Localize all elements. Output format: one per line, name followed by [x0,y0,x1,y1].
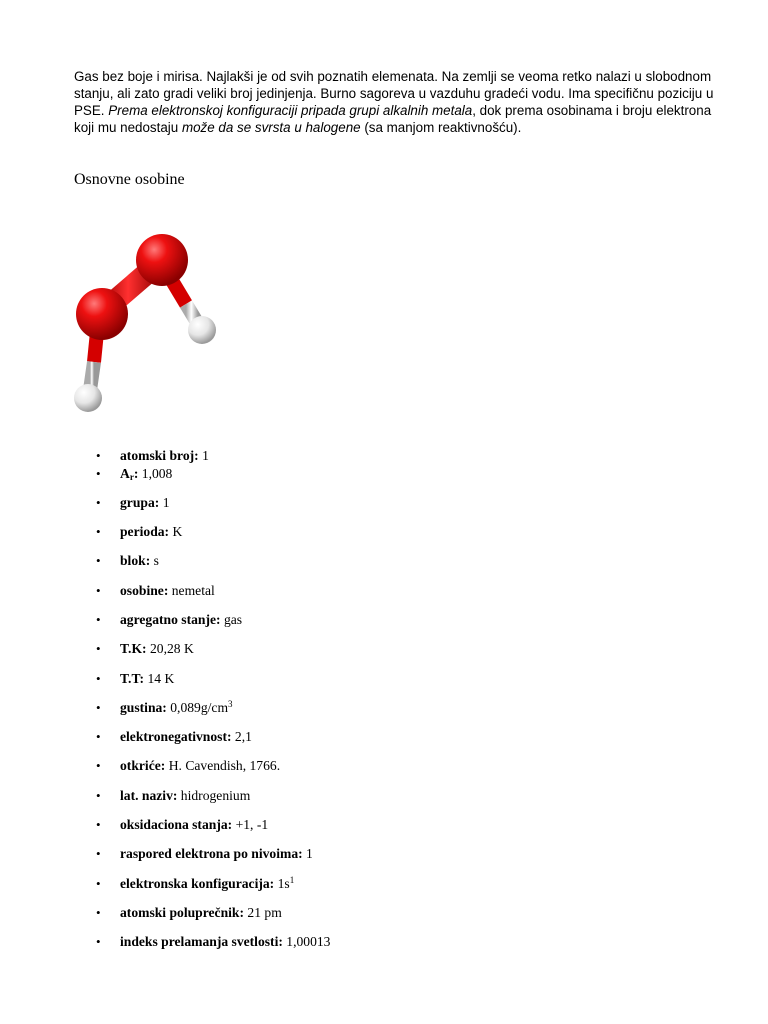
property-value: hidrogenium [180,787,251,803]
property-label-text: A [120,465,130,481]
hydrogen-atom-left [74,384,102,412]
bullet-icon: • [96,553,101,569]
property-value: K [172,524,183,540]
bullet-icon: • [96,817,101,833]
property-value: 14 K [147,670,175,686]
property-label [120,524,169,539]
property-value: 20,28 K [149,641,194,657]
bullet-icon: • [96,875,101,891]
property-label [120,846,303,861]
property-item [0,816,768,845]
property-label-text: lat. naziv: [120,787,178,803]
intro-text-1: Gas bez boje i mirisa. Najlakši je od svih poznatih elemenata. Na zemlji se veoma retko nalazi u slobodnom stanju, ali zato gradi veliki broj jedinjenja. Burno sagoreva u vazduhu gradeći vodu. Ima specifičnu poziciju u PSE. [74,69,714,118]
property-label [120,729,232,744]
property-label [120,495,159,510]
property-item [0,787,768,816]
intro-paragraph [74,68,714,136]
intro-text-2: , dok prema osobinama i broju elektrona koji mu nedostaju [74,103,712,135]
property-value: H. Cavendish, 1766. [168,758,281,774]
property-item [0,465,768,494]
property-label-text: elektronska konfiguracija: [120,875,275,891]
property-label-text: T.T: [120,670,145,686]
bullet-icon: • [96,448,101,463]
property-value: gas [223,611,243,627]
property-label-text: atomski poluprečnik: [120,904,245,920]
property-label [120,876,274,891]
property-label [120,553,150,568]
property-value: 21 pm [247,904,282,920]
property-label [120,934,283,949]
property-label-text: agregatno stanje: [120,611,221,627]
property-item [0,728,768,757]
property-label-text: elektronegativnost: [120,729,232,745]
property-value: 1 [306,846,313,862]
property-label-subscript: r [129,471,134,482]
property-value: 1,008 [141,465,173,481]
property-label-text: indeks prelamanja svetlosti: [120,934,283,950]
property-label [120,700,167,715]
property-value: 1 [202,448,209,463]
bullet-icon: • [96,758,101,774]
property-value: 1,00013 [286,934,331,950]
property-label [120,788,177,803]
property-value: 0,089g/cm [170,699,229,715]
property-item [0,904,768,933]
oxygen-atom-right [136,234,188,286]
property-item [0,447,768,465]
property-item [0,523,768,552]
bullet-icon: • [96,934,101,950]
property-item [0,640,768,669]
property-label-text: oksidaciona stanja: [120,817,233,833]
bullet-icon: • [96,904,101,920]
intro-italic-2: može da se svrsta u halogene [181,120,361,135]
property-label-text: osobine: [120,582,169,598]
intro-text-3: (sa manjom reaktivnošću). [360,120,522,135]
bullet-icon: • [96,641,101,657]
property-label [120,466,138,481]
property-label [120,641,147,656]
property-label-text: grupa: [120,494,160,510]
bullet-icon: • [96,465,101,481]
property-label [120,583,168,598]
property-label-end: : [133,465,139,481]
intro-italic-1: Prema elektronskoj konfiguraciji pripada grupi alkalnih metala [108,103,473,118]
section-heading: Osnovne osobine [74,171,185,188]
oxygen-atom-left [76,288,128,340]
property-label [120,671,144,686]
property-label-text: otkriće: [120,758,166,774]
bullet-icon: • [96,582,101,598]
property-item [0,875,768,904]
bullet-icon: • [96,729,101,745]
property-item [0,670,768,699]
property-item [0,582,768,611]
bullet-icon: • [96,846,101,862]
property-value-superscript: 3 [228,698,233,709]
property-label-text: perioda: [120,524,170,540]
hydrogen-atom-right [188,316,216,344]
property-label [120,817,232,832]
property-item [0,552,768,581]
bullet-icon: • [96,611,101,627]
bullet-icon: • [96,494,101,510]
property-value: 2,1 [234,729,252,745]
bullet-icon: • [96,670,101,686]
property-label [120,448,199,463]
property-label [120,905,244,920]
property-item [0,757,768,786]
property-label-text: blok: [120,553,151,569]
property-label-text: raspored elektrona po nivoima: [120,846,303,862]
property-item [0,611,768,640]
property-label-text: gustina: [120,699,167,715]
property-value: 1s [277,875,290,891]
property-item [0,845,768,874]
bullet-icon: • [96,699,101,715]
property-label [120,612,221,627]
property-value: +1, -1 [235,817,269,833]
property-value-superscript: 1 [289,874,295,885]
property-label-text: atomski broj: [120,448,199,463]
property-value: s [153,553,159,569]
bullet-icon: • [96,787,101,803]
property-value: 1 [162,494,170,510]
properties-list [0,447,768,963]
property-value: nemetal [171,582,215,598]
molecule-model-icon [68,222,228,422]
bullet-icon: • [96,524,101,540]
property-item [0,699,768,728]
property-label [120,758,165,773]
property-label-text: T.K: [120,641,147,657]
property-item [0,494,768,523]
property-item [0,933,768,962]
